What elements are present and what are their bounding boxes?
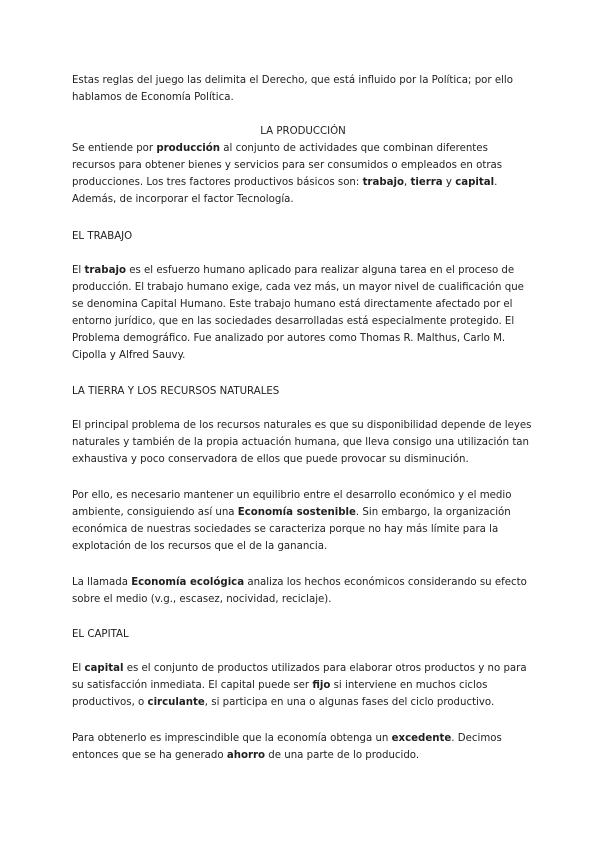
tierra-paragraph-3: La llamada Economía ecológica analiza los hechos económicos considerando su efecto sobre el medio (v.g., escasez, nocividad, reciclaje). <box>72 577 527 605</box>
bold-term-fijo: fijo <box>312 680 331 691</box>
section-heading-capital: EL CAPITAL <box>72 629 129 640</box>
section-heading-trabajo: EL TRABAJO <box>72 231 133 242</box>
bold-term-economia-sostenible: Economía sostenible <box>237 507 356 518</box>
bold-term-produccion: producción <box>156 143 221 154</box>
trabajo-paragraph: El trabajo es el esfuerzo humano aplicado para realizar alguna tarea en el proceso de producción. El trabajo humano exige, cada vez más, un mayor nivel de cualificación que se denomina Capital Humano. Este trabajo humano está directamente afectado por el entorno jurídico, que en las sociedades desarrolladas está especialmente protegido. El Problema demográfico. Fue analizado por autores como Thomas R. Malthus, Carlo M. Cipolla y Alfred Sauvy. <box>72 265 524 361</box>
capital-paragraph-1: El capital es el conjunto de productos utilizados para elaborar otros productos y no para su satisfacción inmediata. El capital puede ser fijo si interviene en muchos ciclos productivos, o circulante, si participa en una o algunas fases del ciclo productivo. <box>72 663 527 708</box>
produccion-paragraph: Se entiende por producción al conjunto de actividades que combinan diferentes recursos para obtener bienes y servicios para ser consumidos o empleados en otras producciones. Los tres factores productivos básicos son: trabajo, tierra y capital. Además, de incorporar el factor Tecnología. <box>72 143 503 205</box>
bold-term-circulante: circulante <box>147 697 205 708</box>
section-heading-tierra: LA TIERRA Y LOS RECURSOS NATURALES <box>72 386 280 397</box>
tierra-paragraph-2: Por ello, es necesario mantener un equilibrio entre el desarrollo económico y el medio ambiente, consiguiendo así una Economía sostenible. Sin embargo, la organización económica de nuestras sociedades se caracteriza porque no hay más límite para la explotación de los recursos que el de la ganancia. <box>72 490 512 552</box>
section-heading-produccion: LA PRODUCCIÓN <box>260 126 346 137</box>
tierra-paragraph-1: El principal problema de los recursos naturales es que su disponibilidad depende de leyes naturales y también de la propia actuación humana, que lleva consigo una utilización tan exhaustiva y poco conservadora de ellos que puede provocar su disminución. <box>72 420 532 465</box>
bold-term-trabajo: trabajo <box>362 177 404 188</box>
bold-term-excedente: excedente <box>391 733 452 744</box>
bold-term-trabajo-def: trabajo <box>84 265 126 276</box>
bold-term-capital: capital <box>455 177 495 188</box>
bold-term-tierra: tierra <box>410 177 443 188</box>
bold-term-economia-ecologica: Economía ecológica <box>131 577 245 588</box>
capital-paragraph-2: Para obtenerlo es imprescindible que la economía obtenga un excedente. Decimos entonces que se ha generado ahorro de una parte de lo producido. <box>72 733 502 761</box>
bold-term-ahorro: ahorro <box>226 750 266 761</box>
intro-paragraph: Estas reglas del juego las delimita el Derecho, que está influido por la Política; por ello hablamos de Economía Política. <box>72 75 513 103</box>
bold-term-capital-def: capital <box>84 663 124 674</box>
